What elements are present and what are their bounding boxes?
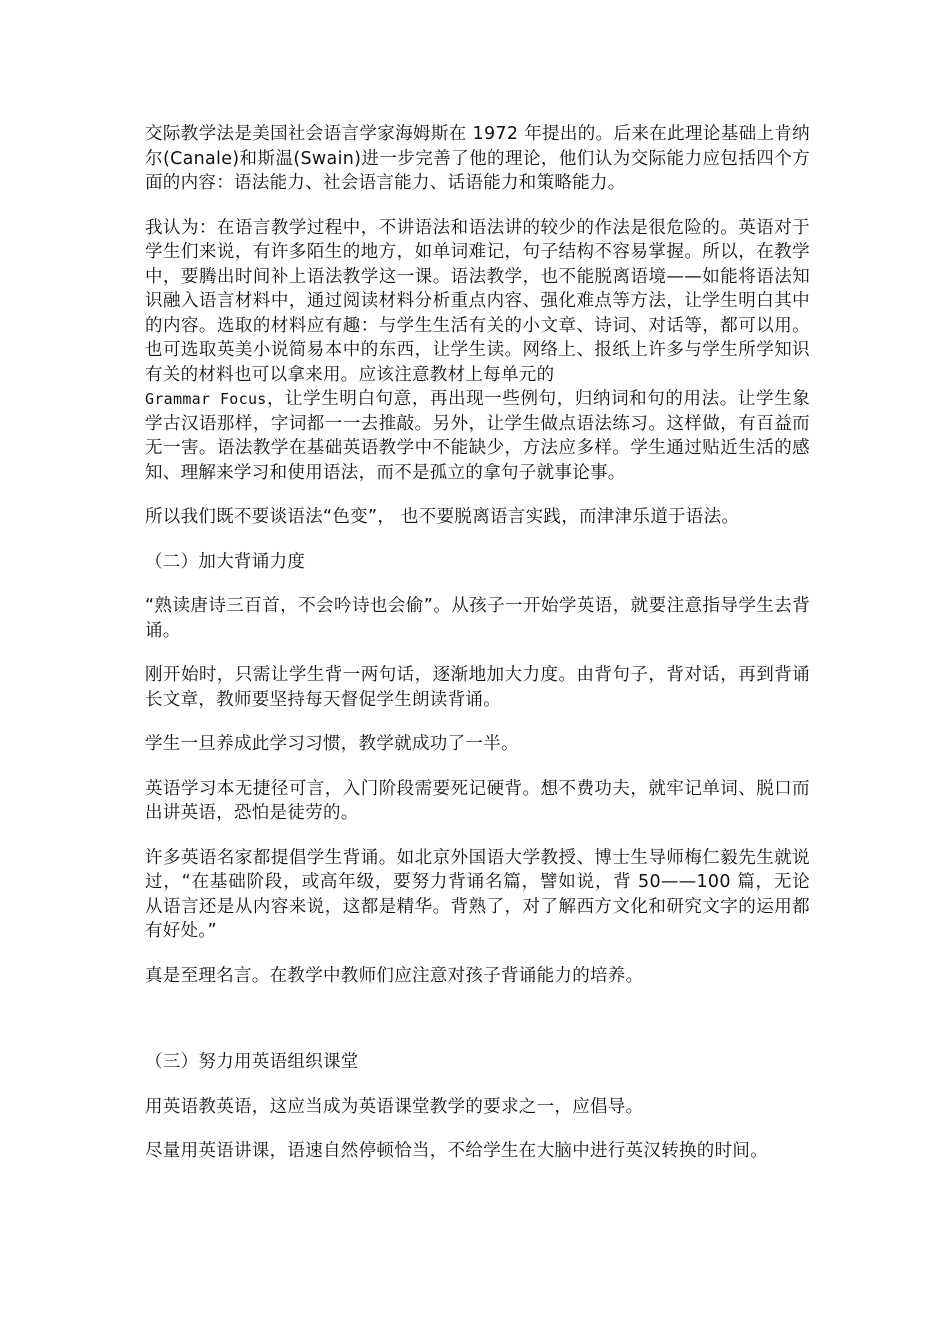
section-heading-recitation: （二）加大背诵力度 (145, 551, 306, 572)
paragraph-teach-in-english: 用英语教英语，这应当成为英语课堂教学的要求之一，应倡导。 (145, 1096, 644, 1117)
paragraph-start-reciting: 刚开始时，只需让学生背一两句话，逐渐地加大力度。由背句子，背对话，再到背诵长文章，教师要坚持每天督促学生朗读背诵。 (145, 665, 810, 710)
paragraph-speak-english: 尽量用英语讲课，语速自然停顿恰当，不给学生在大脑中进行英汉转换的时间。 (145, 1141, 768, 1161)
paragraph-habit: 学生一旦养成此学习习惯，教学就成功了一半。 (145, 734, 519, 754)
grammar-paragraph-part-2: ，让学生明白句意，再出现一些例句，归纳词和句的用法。让学生象学古汉语那样，字词都一一去推敲。另外，让学生做点语法练习。这样做，有百益而无一害。语法教学在基础英语教学中不能缺少，方法应多样。学生通过贴近生活的感知、理解来学习和使用语法，而不是孤立的拿句子就事论事。 (145, 389, 810, 483)
paragraph-tang-poems-quote: “熟读唐诗三百首，不会吟诗也会偷”。从孩子一开始学英语，就要注意指导学生去背诵。 (145, 596, 810, 641)
paragraph-wise-words: 真是至理名言。在教学中教师们应注意对孩子背诵能力的培养。 (145, 965, 644, 986)
section-heading-english-classroom: （三）努力用英语组织课堂 (145, 1052, 359, 1072)
paragraph-grammar-teaching (145, 216, 810, 486)
grammar-paragraph-part-1: 我认为：在语言教学过程中，不讲语法和语法讲的较少的作法是很危险的。英语对于学生们来说，有许多陌生的地方，如单词难记，句子结构不容易掌握。所以，在教学中，要腾出时间补上语法教学这一课。语法教学，也不能脱离语境——如能将语法知识融入语言材料中，通过阅读材料分析重点内容、强化难点等方法，让学生明白其中的内容。选取的材料应有趣：与学生生活有关的小文章、诗词、对话等，都可以用。也可选取英美小说简易本中的东西，让学生读。网络上、报纸上许多与学生所学知识有关的材料也可以拿来用。应该注意教材上每单元的 (145, 217, 810, 385)
document-body (145, 122, 810, 1184)
paragraph-no-shortcut: 英语学习本无捷径可言，入门阶段需要死记硬背。想不费功夫，就牢记单词、脱口而出讲英语，恐怕是徒劳的。 (145, 778, 810, 823)
grammar-focus-term: Grammar Focus (145, 390, 267, 408)
paragraph-experts-quote: 许多英语名家都提倡学生背诵。如北京外国语大学教授、博士生导师梅仁毅先生就说过，“在基础阶段，或高年级，要努力背诵名篇，譬如说，背 50——100 篇，无论从语言还是从内容来说，这都是精华。背熟了，对了解西方文化和研究文字的运用都有好处。” (145, 847, 810, 941)
paragraph-grammar-conclusion: 所以我们既不要谈语法“色变”， 也不要脱离语言实践，而津津乐道于语法。 (145, 507, 740, 527)
paragraph-communicative-approach: 交际教学法是美国社会语言学家海姆斯在 1972 年提出的。后来在此理论基础上肯纳尔(Canale)和斯温(Swain)进一步完善了他的理论，他们认为交际能力应包括四个方面的内容：语法能力、社会语言能力、话语能力和策略能力。 (145, 124, 810, 193)
